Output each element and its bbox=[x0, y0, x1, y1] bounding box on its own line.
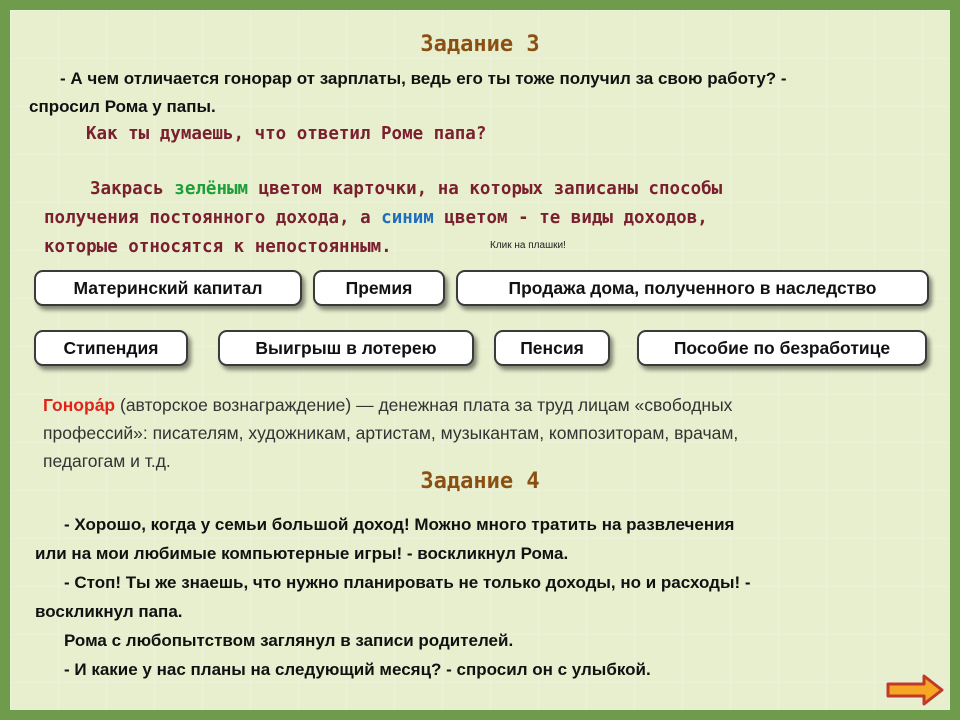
task4-line: воскликнул папа. bbox=[35, 602, 183, 621]
task4-line: - Хорошо, когда у семьи большой доход! Можно много тратить на развлечения bbox=[64, 515, 735, 534]
task4-line: Рома с любопытством заглянул в записи родителей. bbox=[64, 631, 514, 650]
card-lottery-win[interactable]: Выигрыш в лотерею bbox=[218, 330, 474, 366]
right-arrow-icon[interactable] bbox=[886, 674, 944, 706]
blue-word: синим bbox=[381, 208, 434, 228]
card-bonus[interactable]: Премия bbox=[313, 270, 445, 306]
instruction-text: получения постоянного дохода, а bbox=[44, 208, 382, 228]
instruction-text: цветом карточки, на которых записаны способы bbox=[248, 179, 723, 199]
card-inherited-house-sale[interactable]: Продажа дома, полученного в наследство bbox=[456, 270, 929, 306]
instruction-text: Закрась bbox=[90, 179, 175, 199]
task3-question: Как ты думаешь, что ответил Роме папа? bbox=[86, 124, 487, 144]
green-word: зелёным bbox=[174, 179, 249, 199]
definition-line2: профессий»: писателям, художникам, артистам, музыкантам, композиторам, врачам, bbox=[43, 423, 739, 443]
task4-line: - И какие у нас планы на следующий месяц? - спросил он с улыбкой. bbox=[64, 660, 651, 679]
definition-text: (авторское вознаграждение) — денежная плата за труд лицам «свободных bbox=[115, 395, 733, 415]
card-unemployment-benefit[interactable]: Пособие по безработице bbox=[637, 330, 927, 366]
instruction-text: цветом - те виды доходов, bbox=[433, 208, 708, 228]
card-pension[interactable]: Пенсия bbox=[494, 330, 610, 366]
task4-line: или на мои любимые компьютерные игры! - воскликнул Рома. bbox=[35, 544, 569, 563]
click-hint: Клик на плашки! bbox=[490, 240, 566, 251]
task4-line: - Стоп! Ты же знаешь, что нужно планировать не только доходы, но и расходы! - bbox=[64, 573, 751, 592]
task3-title: Задание 3 bbox=[420, 32, 540, 57]
task3-dialog-line1: - А чем отличается гонорар от зарплаты, ведь его ты тоже получил за свою работу? - bbox=[60, 69, 787, 88]
task3-dialog-line2: спросил Рома у папы. bbox=[29, 97, 216, 116]
definition-line1 bbox=[43, 391, 732, 419]
card-maternity-capital[interactable]: Материнский капитал bbox=[34, 270, 302, 306]
task4-title: Задание 4 bbox=[420, 469, 540, 494]
task3-instruction-line2 bbox=[44, 208, 708, 228]
task3-instruction-line1 bbox=[90, 179, 722, 199]
card-stipend[interactable]: Стипендия bbox=[34, 330, 188, 366]
definition-term: Гонора́р bbox=[43, 395, 116, 415]
slide bbox=[10, 10, 950, 710]
task3-instruction-line3: которые относятся к непостоянным. bbox=[44, 237, 392, 257]
definition-line3: педагогам и т.д. bbox=[43, 451, 171, 471]
